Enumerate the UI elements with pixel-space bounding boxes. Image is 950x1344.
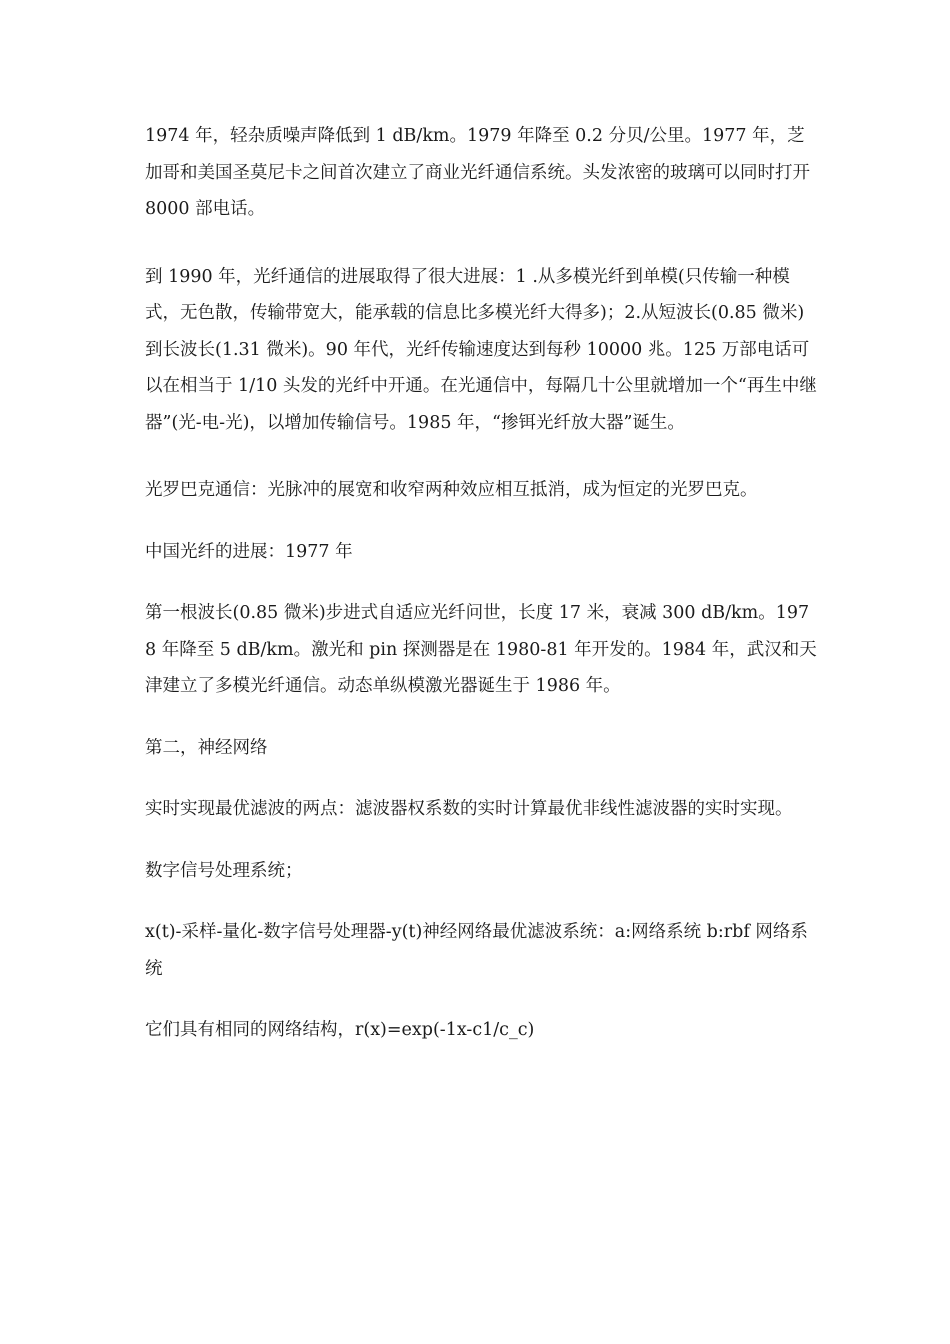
paragraph-dsp-system: 数字信号处理系统； xyxy=(145,860,303,881)
paragraph-soliton-communication: 光罗巴克通信：光脉冲的展宽和收窄两种效应相互抵消，成为恒定的光罗巴克。 xyxy=(145,480,758,500)
paragraph-network-structure: 它们具有相同的网络结构，r(x)=exp(-1x-c1/c_c) xyxy=(145,1020,535,1040)
paragraph-optimal-filtering: 实时实现最优滤波的两点：滤波器权系数的实时计算最优非线性滤波器的实时实现。 xyxy=(145,799,793,819)
paragraph-china-fiber-heading: 中国光纤的进展：1977 年 xyxy=(145,541,353,562)
paragraph-neural-filter-system: x(t)-采样-量化-数字信号处理器-y(t)神经网络最优滤波系统：a:网络系统 b:rbf 网络系统 xyxy=(145,922,808,979)
document-body xyxy=(145,118,820,1049)
section-heading-neural-network: 第二，神经网络 xyxy=(145,737,268,758)
paragraph-fiber-history-1974: 1974 年，轻杂质噪声降低到 1 dB/km。1979 年降至 0.2 分贝/公里。1977 年，芝加哥和美国圣莫尼卡之间首次建立了商业光纤通信系统。头发浓密的玻璃可以同时打开 8000 部电话。 xyxy=(145,126,810,219)
paragraph-china-fiber-details: 第一根波长(0.85 微米)步进式自适应光纤问世，长度 17 米，衰减 300 dB/km。1978 年降至 5 dB/km。激光和 pin 探测器是在 1980-81 年开发的。1984 年，武汉和天津建立了多模光纤通信。动态单纵模激光器诞生于 1986 年。 xyxy=(145,603,817,696)
paragraph-fiber-progress-1990: 到 1990 年，光纤通信的进展取得了很大进展：1 .从多模光纤到单模(只传输一种模式，无色散，传输带宽大，能承载的信息比多模光纤大得多)；2.从短波长(0.85 微米)到长波长(1.31 微米)。90 年代，光纤传输速度达到每秒 10000 兆。125 万部电话可以在相当于 1/10 头发的光纤中开通。在光通信中，每隔几十公里就增加一个“再生中继器”(光-电-光)，以增加传输信号。1985 年，“掺铒光纤放大器”诞生。 xyxy=(145,266,817,433)
